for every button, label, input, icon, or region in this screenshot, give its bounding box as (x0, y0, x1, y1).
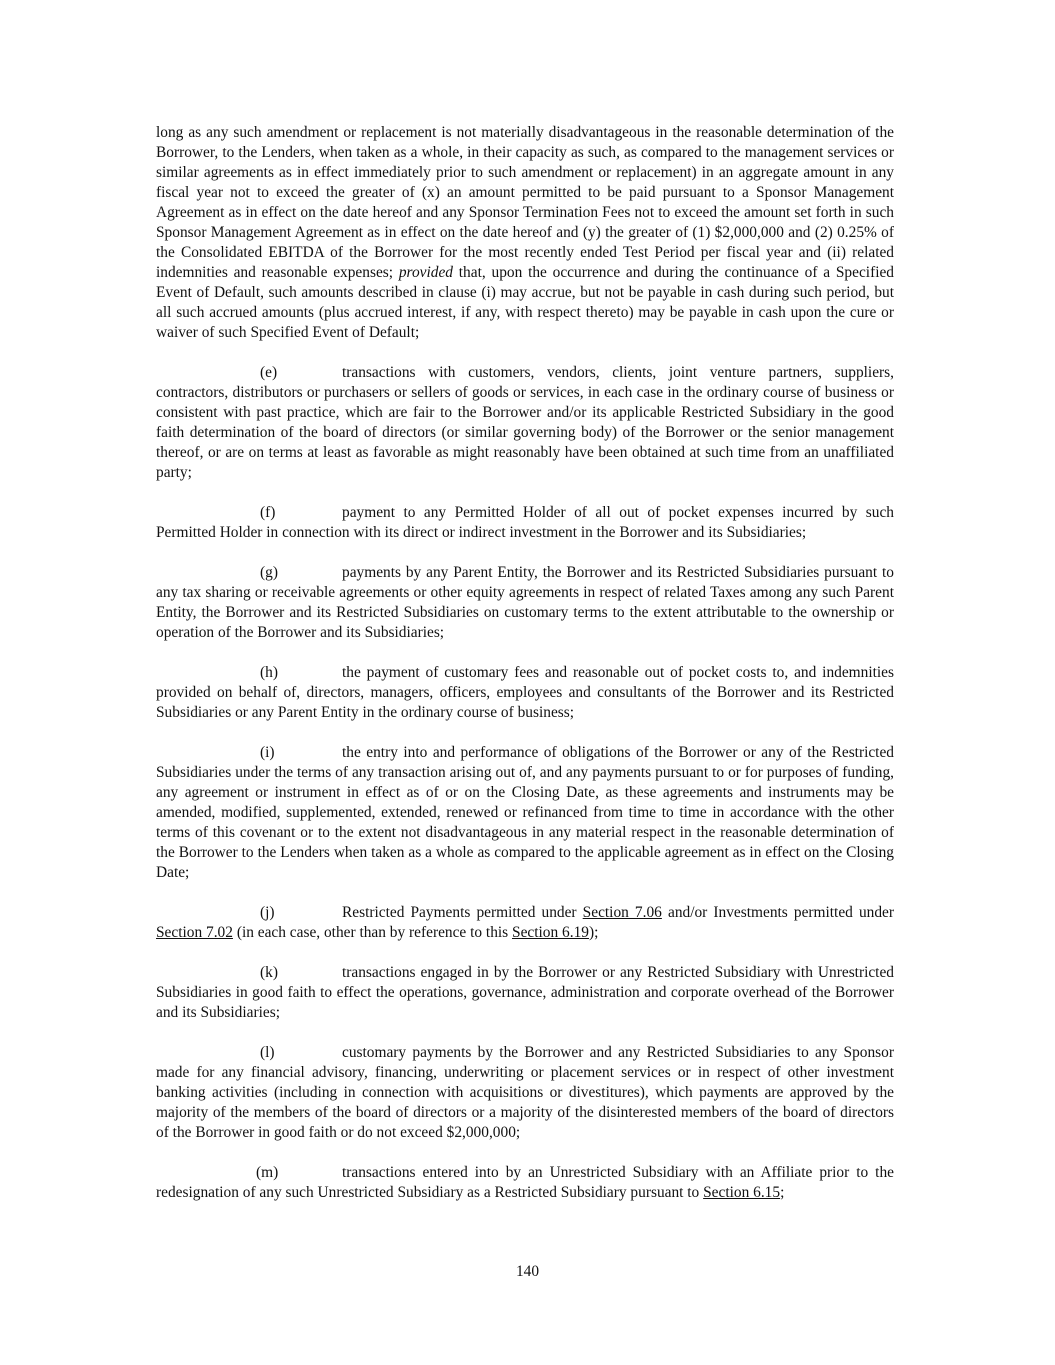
clause-text: transactions entered into by an Unrestricted Subsidiary with an Affiliate prior to the redesignation of any such Unrestricted Subsidiary as a Restricted Subsidiary pursuant to (156, 1164, 894, 1201)
clause-label: (j) (260, 904, 275, 921)
clause-i (156, 743, 894, 883)
clause-l (156, 1043, 894, 1143)
clause-text: ; (780, 1184, 785, 1201)
paragraph-text: long as any such amendment or replacement is not materially disadvantageous in the reasonable determination of the Borrower, to the Lenders, when taken as a whole, in their capacity as such, as compared to the management services or similar agreements as in effect immediately prior to such amendment or replacement) in an aggregate amount in any fiscal year not to exceed the greater of (x) an amount permitted to be paid pursuant to a Sponsor Management Agreement as in effect on the date hereof and any Sponsor Termination Fees not to exceed the amount set forth in such Sponsor Management Agreement as in effect on the date hereof and (y) the greater of (1) $2,000,000 and (2) 0.25% of the Consolidated EBITDA of the Borrower for the most recently ended Test Period per fiscal year and (ii) related indemnities and reasonable expenses; (156, 124, 894, 281)
clause-label: (f) (260, 504, 276, 521)
page-number: 140 (515, 1263, 540, 1280)
clause-text: payments by any Parent Entity, the Borrower and its Restricted Subsidiaries pursuant to any tax sharing or receivable agreements or other equity agreements in respect of related Taxes among any such Parent Entity, the Borrower and its Restricted Subsidiaries on customary terms to the extent attributable to the ownership or operation of the Borrower and its Subsidiaries; (156, 564, 894, 641)
document-page (156, 123, 894, 1203)
clause-g (156, 563, 894, 643)
clause-text: customary payments by the Borrower and any Restricted Subsidiaries to any Sponsor made for any financial advisory, financing, underwriting or placement services or in respect of other investment banking activities (including in connection with acquisitions or divestitures), which payments are approved by the majority of the members of the board of directors or a majority of the disinterested members of the board of directors of the Borrower in good faith or do not exceed $2,000,000; (156, 1044, 894, 1141)
clause-label: (e) (260, 364, 278, 381)
clause-label: (h) (260, 664, 278, 681)
clause-text: the entry into and performance of obligations of the Borrower or any of the Restricted Subsidiaries under the terms of any transaction arising out of, and any payments pursuant to or for purposes of funding, any agreement or instrument in effect as of or on the Closing Date, as these agreements and instruments may be amended, modified, supplemented, extended, renewed or refinanced from time to time in accordance with the other terms of this covenant or to the extent not disadvantageous in any material respect in the reasonable determination of the Borrower to the Lenders when taken as a whole as compared to the applicable agreement as in effect on the Closing Date; (156, 744, 894, 881)
clause-label: (k) (260, 964, 278, 981)
clause-text: and/or Investments permitted under (667, 904, 894, 921)
clause-e (156, 363, 894, 483)
italic-term: provided (398, 264, 453, 281)
clause-text: (in each case, other than by reference to this (236, 924, 509, 941)
section-reference-link[interactable]: Section 7.06 (582, 904, 662, 921)
clause-text: payment to any Permitted Holder of all out of pocket expenses incurred by such Permitted Holder in connection with its direct or indirect investment in the Borrower and its Subsidiaries; (156, 504, 894, 541)
clause-label: (i) (260, 744, 275, 761)
continuation-paragraph (156, 123, 894, 343)
clause-text: ); (588, 924, 599, 941)
clause-k (156, 963, 894, 1023)
clause-text: Restricted Payments permitted under (342, 904, 577, 921)
clause-j (156, 903, 894, 943)
paragraph-text: that, upon the occurrence and during the continuance of a Specified Event of Default, such amounts described in clause (i) may accrue, but not be payable in cash during such period, but all such accrued amounts (plus accrued interest, if any, with respect thereto) may be payable in cash upon the cure or waiver of such Specified Event of Default; (156, 264, 894, 341)
clause-m (156, 1163, 894, 1203)
clause-text: transactions with customers, vendors, clients, joint venture partners, suppliers, contractors, distributors or purchasers or sellers of goods or services, in each case in the ordinary course of business or consistent with past practice, which are fair to the Borrower and/or its applicable Restricted Subsidiary in the good faith determination of the board of directors (or similar governing body) of the Borrower or the senior management thereof, or are on terms at least as favorable as might reasonably have been obtained at such time from an unaffiliated party; (156, 364, 894, 481)
clause-f (156, 503, 894, 543)
clause-h (156, 663, 894, 723)
section-reference-link[interactable]: Section 7.02 (156, 924, 233, 941)
clause-text: the payment of customary fees and reasonable out of pocket costs to, and indemnities provided on behalf of, directors, managers, officers, employees and consultants of the Borrower and its Restricted Subsidiaries or any Parent Entity in the ordinary course of business; (156, 664, 894, 721)
clause-text: transactions engaged in by the Borrower or any Restricted Subsidiary with Unrestricted Subsidiaries in good faith to effect the operations, governance, administration and corporate overhead of the Borrower and its Subsidiaries; (156, 964, 894, 1021)
section-reference-link[interactable]: Section 6.15 (703, 1184, 781, 1201)
section-reference-link[interactable]: Section 6.19 (512, 924, 589, 941)
clause-label: (m) (256, 1164, 279, 1181)
clause-label: (g) (260, 564, 278, 581)
clause-label: (l) (260, 1044, 275, 1061)
